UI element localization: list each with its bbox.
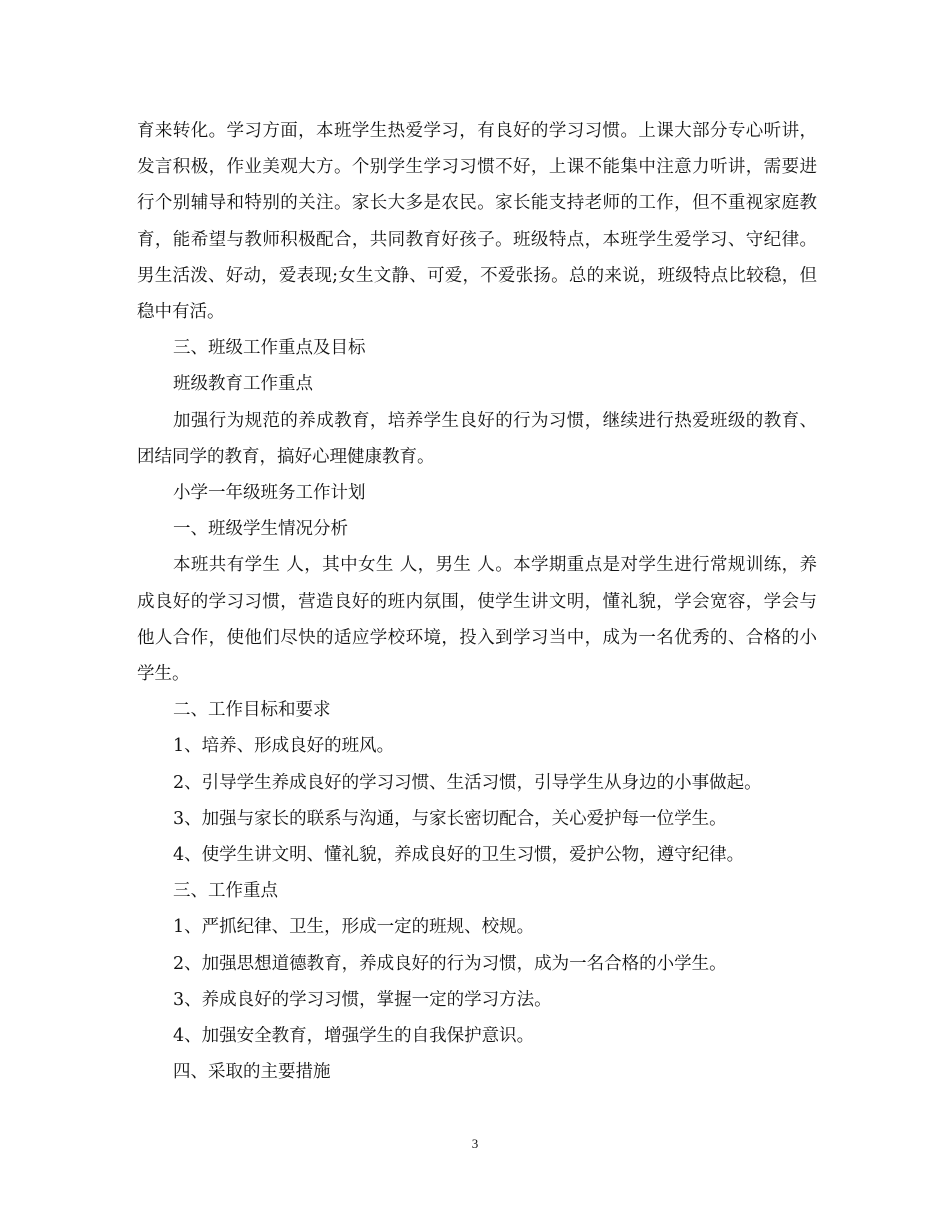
list-item-goal-2: 2、引导学生养成良好的学习习惯、生活习惯，引导学生从身边的小事做起。 <box>173 772 762 793</box>
document-body <box>137 113 817 1090</box>
page-number: 3 <box>471 1136 479 1151</box>
paragraph-student-analysis: 本班共有学生 人，其中女生 人，男生 人。本学期重点是对学生进行常规训练，养成良好的学习习惯，营造良好的班内氛围，使学生讲文明，懂礼貌，学会宽容，学会与他人合作，使他们尽快的适应学校环境，投入到学习当中，成为一名优秀的、合格的小学生。 <box>137 555 817 685</box>
paragraph-education-focus: 加强行为规范的养成教育，培养学生良好的行为习惯，继续进行热爱班级的教育、团结同学的教育，搞好心理健康教育。 <box>137 410 817 467</box>
list-item-goal-4: 4、使学生讲文明、懂礼貌，养成良好的卫生习惯，爱护公物，遵守纪律。 <box>173 845 745 866</box>
list-item-focus-4: 4、加强安全教育，增强学生的自我保护意识。 <box>173 1026 535 1047</box>
heading-work-focus: 三、工作重点 <box>173 881 278 902</box>
paragraph-class-situation-continued: 育来转化。学习方面，本班学生热爱学习，有良好的学习习惯。上课大部分专心听讲，发言积极，作业美观大方。个别学生学习习惯不好，上课不能集中注意力听讲，需要进行个别辅导和特别的关注。家长大多是农民。家长能支持老师的工作，但不重视家庭教育，能希望与教师积极配合，共同教育好孩子。班级特点，本班学生爱学习、守纪律。男生活泼、好动，爱表现;女生文静、可爱，不爱张扬。总的来说，班级特点比较稳，但稳中有活。 <box>137 121 817 323</box>
list-item-goal-3: 3、加强与家长的联系与沟通，与家长密切配合，关心爱护每一位学生。 <box>173 808 727 829</box>
list-item-focus-2: 2、加强思想道德教育，养成良好的行为习惯，成为一名合格的小学生。 <box>173 953 727 974</box>
heading-main-measures: 四、采取的主要措施 <box>173 1062 331 1083</box>
subheading-class-education-focus: 班级教育工作重点 <box>173 374 313 395</box>
heading-class-work-focus-goals: 三、班级工作重点及目标 <box>173 338 366 359</box>
list-item-focus-3: 3、养成良好的学习习惯，掌握一定的学习方法。 <box>173 989 552 1010</box>
heading-student-analysis: 一、班级学生情况分析 <box>173 519 348 540</box>
list-item-goal-1: 1、培养、形成良好的班风。 <box>173 736 395 757</box>
list-item-focus-1: 1、严抓纪律、卫生，形成一定的班规、校规。 <box>173 917 535 938</box>
heading-goals-requirements: 二、工作目标和要求 <box>173 700 331 721</box>
heading-grade-one-plan: 小学一年级班务工作计划 <box>173 483 366 504</box>
